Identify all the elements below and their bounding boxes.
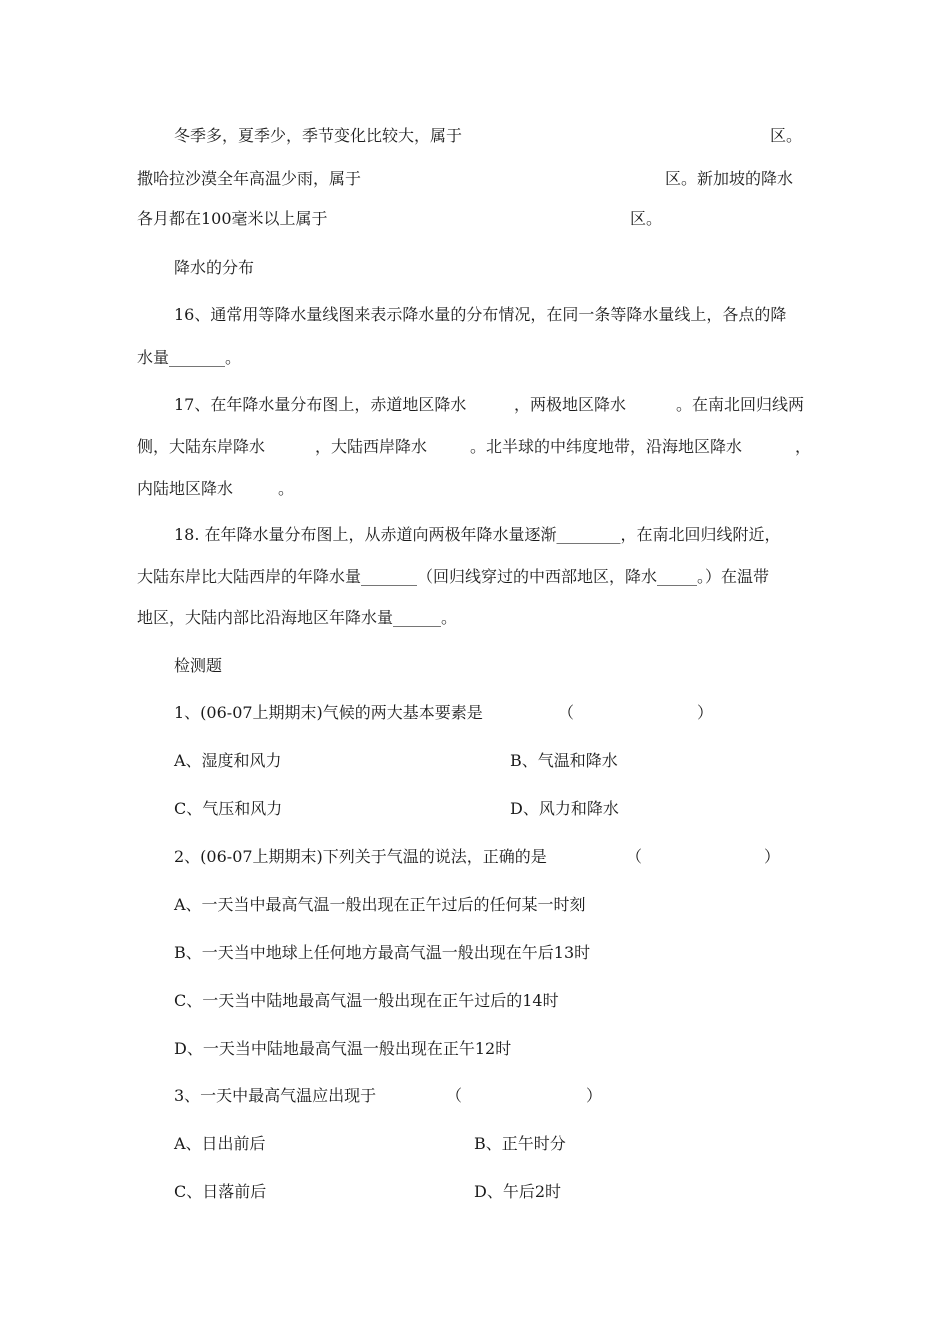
t1-option-c: C、气压和风力 [174, 799, 283, 818]
q17-line3-a: 内陆地区降水 [137, 479, 234, 498]
q18-line2: 大陆东岸比大陆西岸的年降水量_______（回归线穿过的中西部地区，降水_____。）在温带 [137, 567, 770, 586]
t3-stem: 3、一天中最高气温应出现于 [174, 1086, 377, 1105]
t2-option-a: A、一天当中最高气温一般出现在正午过后的任何某一时刻 [174, 895, 586, 914]
q17-line2-b: ，大陆西岸降水 [315, 437, 428, 456]
q17-line2-c: 。北半球的中纬度地带，沿海地区降水 [470, 437, 743, 456]
q16-line2: 水量_______。 [137, 348, 242, 367]
q17-line1-c: 。在南北回归线两 [676, 395, 805, 414]
q17-line2-a: 侧，大陆东岸降水 [137, 437, 266, 456]
intro-line2-end: 区。新加坡的降水 [665, 169, 794, 188]
t2-paren-right: ） [764, 847, 781, 866]
t1-stem: 1、(06-07上期期末)气候的两大基本要素是 [174, 703, 483, 722]
t1-option-a: A、湿度和风力 [174, 751, 282, 770]
t1-option-b: B、气温和降水 [510, 751, 618, 770]
t3-option-c: C、日落前后 [174, 1182, 267, 1201]
t1-paren-right: ） [697, 703, 714, 722]
intro-line3-end: 区。 [630, 209, 663, 228]
q17-line1-b: ，两极地区降水 [514, 395, 627, 414]
t2-paren-left: （ [626, 847, 643, 866]
t1-paren-left: （ [558, 703, 575, 722]
t2-option-d: D、一天当中陆地最高气温一般出现在正午12时 [174, 1039, 512, 1058]
section-heading-test: 检测题 [174, 656, 223, 675]
t2-option-c: C、一天当中陆地最高气温一般出现在正午过后的14时 [174, 991, 559, 1010]
q17-line2-d: ， [795, 437, 812, 456]
t3-option-d: D、午后2时 [474, 1182, 562, 1201]
t2-option-b: B、一天当中地球上任何地方最高气温一般出现在午后13时 [174, 943, 591, 962]
q18-line1: 18. 在年降水量分布图上，从赤道向两极年降水量逐渐________，在南北回归线附近， [174, 525, 781, 544]
intro-line1-end: 区。 [770, 126, 803, 145]
q17-line3-b: 。 [278, 479, 295, 498]
section-heading-precipitation: 降水的分布 [174, 258, 255, 277]
t3-paren-left: （ [446, 1086, 463, 1105]
q17-line1-a: 17、在年降水量分布图上，赤道地区降水 [174, 395, 467, 414]
intro-line1-text: 冬季多，夏季少，季节变化比较大，属于 [174, 126, 463, 145]
t3-option-b: B、正午时分 [474, 1134, 566, 1153]
q16-line1: 16、通常用等降水量线图来表示降水量的分布情况，在同一条等降水量线上，各点的降 [174, 305, 787, 324]
t1-option-d: D、风力和降水 [510, 799, 619, 818]
intro-line3-text: 各月都在100毫米以上属于 [137, 209, 328, 228]
t3-option-a: A、日出前后 [174, 1134, 266, 1153]
t3-paren-right: ） [586, 1086, 603, 1105]
q18-line3: 地区，大陆内部比沿海地区年降水量______。 [137, 608, 458, 627]
intro-line2-text: 撒哈拉沙漠全年高温少雨，属于 [137, 169, 362, 188]
t2-stem: 2、(06-07上期期末)下列关于气温的说法，正确的是 [174, 847, 547, 866]
